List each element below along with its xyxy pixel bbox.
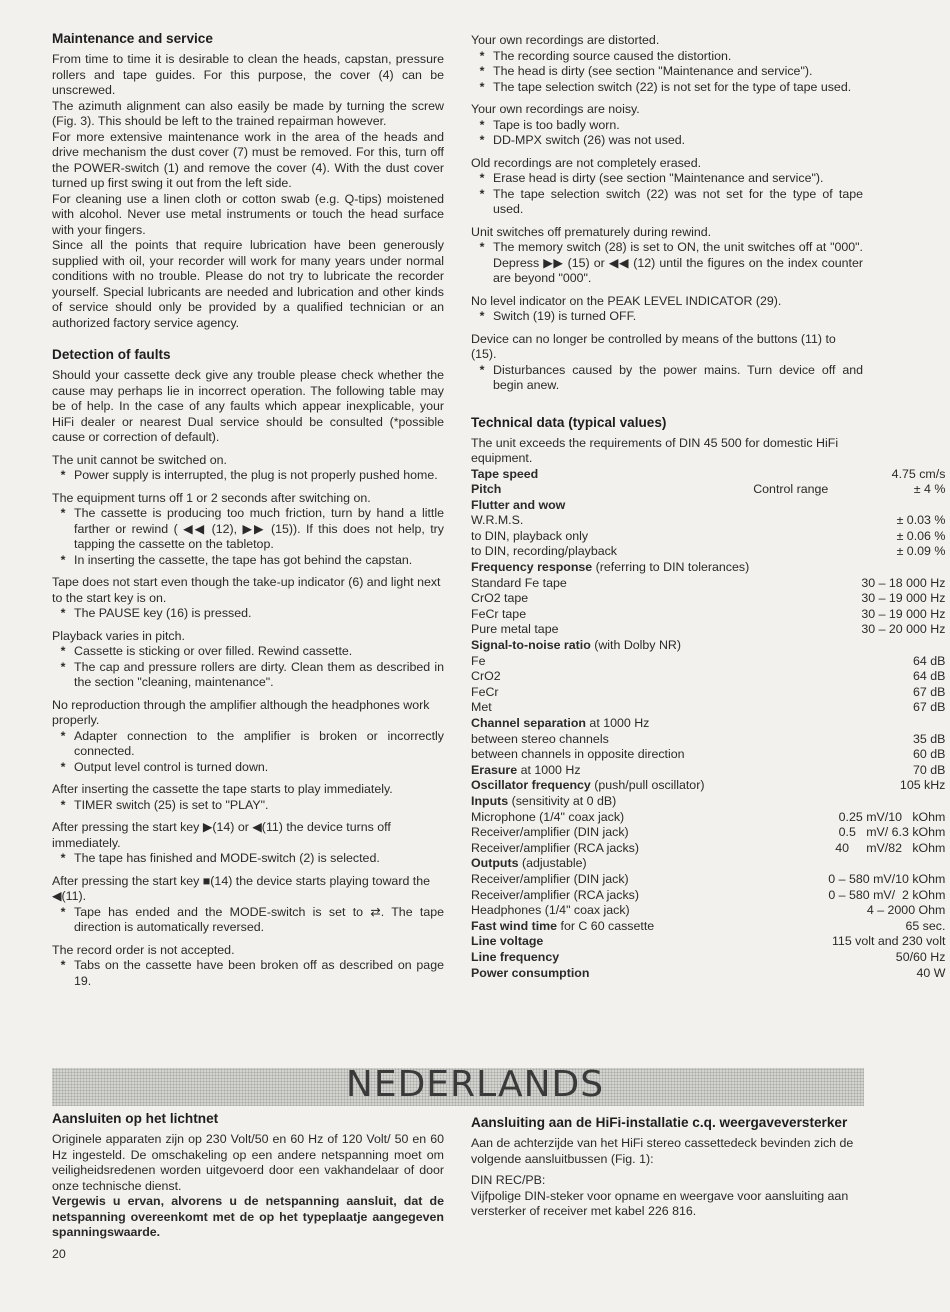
tech-label: Oscillator frequency <box>471 778 591 793</box>
tech-label-cell <box>471 919 749 935</box>
fault-cause-text: The tape has finished and MODE-switch (2) is selected. <box>74 851 380 865</box>
tech-label-cell <box>471 576 749 592</box>
maintenance-heading: Maintenance and service <box>52 31 213 46</box>
tech-label-suffix: (adjustable) <box>518 856 587 871</box>
tech-mid <box>749 810 828 826</box>
tech-label: Frequency response <box>471 560 593 575</box>
tech-value: 0 – 580 mV/10 kOhm <box>828 871 946 886</box>
tech-label-cell <box>471 498 749 514</box>
bullet-marker: * <box>479 309 485 323</box>
tech-label-suffix: at 1000 Hz <box>517 762 581 777</box>
tech-label-cell <box>471 825 749 841</box>
tech-mid <box>749 560 828 576</box>
tech-row <box>471 778 945 794</box>
fault-entry <box>52 943 444 990</box>
tech-value: 115 volt and 230 volt <box>831 934 946 949</box>
fault-cause <box>52 798 444 814</box>
tech-label-cell <box>471 716 749 732</box>
tech-row <box>471 544 945 560</box>
tech-label: Receiver/amplifier (RCA jacks) <box>471 840 639 855</box>
tech-label: Receiver/amplifier (DIN jack) <box>471 825 629 840</box>
fault-cause-text: Cassette is sticking or over filled. Rewind cassette. <box>74 644 353 658</box>
tech-row <box>471 685 945 701</box>
bullet-marker: * <box>479 171 485 185</box>
tech-value: 30 – 20 000 Hz <box>861 622 946 637</box>
tech-label-cell <box>471 888 749 904</box>
tech-row <box>471 498 945 514</box>
tech-mid <box>749 498 828 514</box>
tech-label: to DIN, recording/playback <box>471 544 618 559</box>
fault-cause <box>471 171 863 187</box>
bullet-marker: * <box>60 552 66 567</box>
tech-value: 105 kHz <box>899 778 946 793</box>
bullet-marker: * <box>60 659 66 674</box>
tech-value <box>828 560 945 576</box>
fault-problem: After inserting the cassette the tape starts to play immediately. <box>52 782 393 796</box>
tech-label-suffix: (with Dolby NR) <box>590 638 681 653</box>
tech-label-cell <box>471 903 749 919</box>
tech-value: 4.75 cm/s <box>891 466 946 481</box>
faults-right-list <box>471 33 863 394</box>
maintenance-p2: The azimuth alignment can also easily be made by turning the screw (Fig. 3). This should be left to the trained repairman however. <box>52 98 444 128</box>
tech-value: 40 mV/82 kOhm <box>835 840 946 855</box>
tech-value <box>828 638 945 654</box>
tech-row <box>471 888 945 904</box>
fault-cause-text: Tape has ended and the MODE-switch is set to ⇄. The tape direction is automatically reversed. <box>74 904 444 934</box>
tech-label-cell <box>471 700 749 716</box>
tech-mid <box>749 716 828 732</box>
fault-cause <box>52 760 444 776</box>
faults-list <box>52 453 444 990</box>
fault-cause-text: In inserting the cassette, the tape has got behind the capstan. <box>74 552 413 567</box>
fault-entry <box>52 820 444 867</box>
tech-label-cell <box>471 669 749 685</box>
tech-label: Receiver/amplifier (RCA jacks) <box>471 887 639 902</box>
tech-label: Line frequency <box>471 949 560 964</box>
fault-problem: The unit cannot be switched on. <box>52 452 227 467</box>
fault-cause <box>52 553 444 569</box>
tech-mid <box>749 825 828 841</box>
fault-problem: Playback varies in pitch. <box>52 628 185 643</box>
tech-value: 0.5 mV/ 6.3 kOhm <box>838 825 946 840</box>
fault-cause-text: The PAUSE key (16) is pressed. <box>74 606 252 620</box>
bullet-marker: * <box>479 64 485 78</box>
tech-label-suffix: for C 60 cassette <box>557 918 655 933</box>
tech-row <box>471 576 945 592</box>
bullet-marker: * <box>479 186 485 201</box>
tech-row <box>471 622 945 638</box>
tech-label: CrO2 tape <box>471 591 529 606</box>
fault-problem: Tape does not start even though the take-up indicator (6) and light next to the start key is on. <box>52 575 441 605</box>
nl-right-heading: Aansluiting aan de HiFi-installatie c.q. weergaveversterker <box>471 1115 848 1130</box>
tech-value: 40 W <box>916 965 946 980</box>
bullet-marker: * <box>60 644 66 658</box>
tech-value: ± 0.06 % <box>896 528 946 543</box>
fault-cause <box>52 606 444 622</box>
bullet-marker: * <box>479 48 485 63</box>
maintenance-p3: For more extensive maintenance work in the area of the heads and drive mechanism the dust cover (7) must be removed. For this, turn off the POWER-switch (1) and remove the cover (4). With the dust cover turned up first swing it out from the left side. <box>52 129 444 190</box>
fault-cause <box>471 309 863 325</box>
tech-mid <box>749 747 828 763</box>
tech-row <box>471 482 945 498</box>
tech-label-suffix: (push/pull oscillator) <box>590 778 705 793</box>
tech-row <box>471 934 945 950</box>
tech-row <box>471 607 945 623</box>
fault-cause <box>52 905 444 936</box>
tech-label: Fast wind time <box>471 918 558 933</box>
tech-label: FeCr tape <box>471 606 527 621</box>
fault-problem: Your own recordings are noisy. <box>471 102 640 116</box>
tech-mid <box>749 669 828 685</box>
tech-row <box>471 747 945 763</box>
tech-label-suffix: at 1000 Hz <box>585 716 650 730</box>
tech-label-cell <box>471 872 749 888</box>
tech-label: Channel separation <box>471 716 586 730</box>
tech-mid <box>749 841 828 857</box>
nl-left-heading: Aansluiten op het lichtnet <box>52 1111 219 1126</box>
fault-entry <box>52 453 444 484</box>
tech-value: 0.25 mV/10 kOhm <box>838 809 946 824</box>
tech-label: Standard Fe tape <box>471 575 567 590</box>
tech-label-suffix: (referring to DIN tolerances) <box>592 560 750 575</box>
tech-label-cell <box>471 763 749 779</box>
maintenance-p4: For cleaning use a linen cloth or cotton swab (e.g. Q-tips) moistened with alcohol. Never use metal instruments or touch the head surface with your fingers. <box>52 191 444 237</box>
tech-mid <box>749 934 828 950</box>
tech-value: 67 dB <box>913 700 946 715</box>
tech-label-cell <box>471 841 749 857</box>
tech-label: between channels in opposite direction <box>471 747 685 762</box>
fault-entry <box>471 332 863 394</box>
tech-label: Inputs <box>471 793 509 808</box>
fault-cause <box>52 644 444 660</box>
fault-cause-text: The head is dirty (see section "Maintenance and service"). <box>493 64 813 78</box>
bullet-marker: * <box>60 904 66 919</box>
fault-cause <box>52 958 444 989</box>
tech-table <box>471 467 945 982</box>
tech-value: ± 0.09 % <box>896 544 946 559</box>
fault-cause-text: DD-MPX switch (26) was not used. <box>493 133 686 147</box>
bullet-marker: * <box>479 117 485 132</box>
tech-mid <box>749 576 828 592</box>
tech-label: Pure metal tape <box>471 622 559 637</box>
tech-row <box>471 966 945 982</box>
tech-label: W.R.M.S. <box>471 513 524 528</box>
tech-label: FeCr <box>471 684 499 699</box>
fault-cause <box>471 133 863 149</box>
tech-row <box>471 654 945 670</box>
tech-value: 50/60 Hz <box>895 949 946 964</box>
tech-row <box>471 919 945 935</box>
tech-mid <box>749 529 828 545</box>
fault-problem: No reproduction through the amplifier although the headphones work properly. <box>52 697 430 727</box>
tech-mid <box>749 467 828 483</box>
tech-value: 64 dB <box>913 653 946 668</box>
tech-row <box>471 810 945 826</box>
nl-right-column <box>471 1114 863 1220</box>
tech-value: 67 dB <box>913 684 946 699</box>
tech-mid <box>749 544 828 560</box>
tech-label-cell <box>471 513 749 529</box>
tech-label: Pitch <box>471 482 502 497</box>
tech-label-cell <box>471 560 749 576</box>
tech-value: ± 4 % <box>913 482 946 497</box>
tech-row <box>471 560 945 576</box>
fault-entry <box>52 491 444 569</box>
tech-mid <box>749 732 828 748</box>
tech-mid <box>749 919 828 935</box>
nl-left-p1: Originele apparaten zijn op 230 Volt/50 en 60 Hz of 120 Volt/ 50 en 60 Hz ingesteld. De omschakeling op een andere netspanning moet om veiligheidsredenen worden uitgevoerd door een vakhandelaar of door onze technische dienst. <box>52 1132 444 1193</box>
tech-label: Tape speed <box>471 466 539 481</box>
fault-problem: No level indicator on the PEAK LEVEL INDICATOR (29). <box>471 293 782 308</box>
tech-row <box>471 872 945 888</box>
tech-row <box>471 700 945 716</box>
tech-mid <box>749 654 828 670</box>
fault-entry <box>471 102 863 149</box>
tech-mid <box>749 638 828 654</box>
bullet-marker: * <box>479 240 485 254</box>
tech-row <box>471 903 945 919</box>
tech-value: 30 – 19 000 Hz <box>861 591 946 606</box>
fault-cause-text: The recording source caused the distortion. <box>493 48 732 63</box>
fault-cause <box>52 660 444 691</box>
faults-intro: Should your cassette deck give any trouble please check whether the cause may perhaps lie in incorrect operation. The following table may be of help. In the case of any faults which appear inexplicable, your HiFi dealer or nearest Dual service should be consulted (*possible cause or correction of default). <box>52 368 444 444</box>
tech-label-cell <box>471 654 749 670</box>
bullet-marker: * <box>60 851 66 865</box>
tech-value: 30 – 18 000 Hz <box>861 575 946 590</box>
tech-value: 64 dB <box>913 669 946 684</box>
bullet-marker: * <box>479 79 485 94</box>
fault-entry <box>471 225 863 287</box>
tech-row <box>471 529 945 545</box>
tech-value: 35 dB <box>913 731 946 746</box>
tech-value: 60 dB <box>913 747 946 762</box>
fault-entry <box>52 575 444 622</box>
fault-entry <box>52 782 444 813</box>
tech-row <box>471 950 945 966</box>
tech-label-cell <box>471 856 749 872</box>
fault-problem: Device can no longer be controlled by means of the buttons (11) to (15). <box>471 331 836 361</box>
tech-value <box>828 794 945 810</box>
fault-cause-text: The cap and pressure rollers are dirty. Clean them as described in the section "cleaning, maintenance". <box>74 659 444 689</box>
tech-row <box>471 638 945 654</box>
tech-label-cell <box>471 622 749 638</box>
bullet-marker: * <box>60 759 66 774</box>
fault-cause-text: The tape selection switch (22) was not set for the type of tape used. <box>493 186 863 216</box>
fault-cause-text: Tape is too badly worn. <box>493 117 620 132</box>
fault-cause <box>52 851 444 867</box>
language-banner-title: NEDERLANDS <box>345 1064 605 1105</box>
tech-mid <box>749 778 828 794</box>
fault-entry <box>471 156 863 218</box>
tech-label-cell <box>471 778 749 794</box>
bullet-marker: * <box>60 506 66 520</box>
fault-cause-text: Tabs on the cassette have been broken off as described on page 19. <box>74 958 444 988</box>
nl-left-p2: Vergewis u ervan, alvorens u de netspanning aansluit, dat de netspanning overeenkomt met de op het typeplaatje aangegeven spanningswaarde. <box>52 1194 444 1239</box>
fault-problem: Unit switches off prematurely during rewind. <box>471 224 712 239</box>
fault-cause-text: Disturbances caused by the power mains. Turn device off and begin anew. <box>493 362 863 392</box>
tech-row <box>471 794 945 810</box>
tech-mid <box>749 763 828 779</box>
tech-label: Flutter and wow <box>471 497 566 512</box>
tech-label-suffix: (sensitivity at 0 dB) <box>508 793 617 808</box>
bullet-marker: * <box>60 958 66 972</box>
tech-label-cell <box>471 747 749 763</box>
fault-problem: Your own recordings are distorted. <box>471 33 660 47</box>
fault-entry <box>471 33 863 95</box>
fault-entry <box>52 874 444 936</box>
nl-right-p2: DIN REC/PB: <box>471 1173 546 1187</box>
fault-cause <box>471 80 863 96</box>
tech-value <box>828 716 945 732</box>
tech-label: Outputs <box>471 856 519 871</box>
maintenance-p5: Since all the points that require lubrication have been generously supplied with oil, your recorder will work for many years under normal conditions with no trouble. Please do not try to lubricate the recorder yourself. Special lubricants are needed and lubrication and other kinds of service should only be provided by a qualified technician or an authorized factory service agency. <box>52 238 444 330</box>
fault-problem: After pressing the start key ■(14) the device starts playing toward the ◀(11). <box>52 873 431 903</box>
tech-label: Receiver/amplifier (DIN jack) <box>471 871 629 886</box>
fault-cause <box>471 64 863 80</box>
tech-label-cell <box>471 467 749 483</box>
tech-row <box>471 669 945 685</box>
fault-cause-text: Adapter connection to the amplifier is broken or incorrectly connected. <box>74 728 444 758</box>
tech-value: 0 – 580 mV/ 2 kOhm <box>828 887 946 902</box>
fault-cause-text: Power supply is interrupted, the plug is not properly pushed home. <box>74 468 438 482</box>
fault-cause-text: Switch (19) is turned OFF. <box>493 309 637 323</box>
tech-label: Erasure <box>471 762 518 777</box>
tech-label: Headphones (1/4" coax jack) <box>471 903 630 918</box>
tech-mid <box>749 888 828 904</box>
tech-row <box>471 825 945 841</box>
bullet-marker: * <box>60 797 66 812</box>
fault-entry <box>52 629 444 691</box>
bullet-marker: * <box>479 362 485 377</box>
fault-cause-text: TIMER switch (25) is set to "PLAY". <box>74 797 269 812</box>
fault-cause-text: The cassette is producing too much friction, turn by hand a little farther or rewind ( ◀◀ (12), ▶▶ (15)). If this does not help, try tapping the cassette on the tabletop. <box>74 506 444 551</box>
tech-label-cell <box>471 794 749 810</box>
fault-cause <box>52 729 444 760</box>
tech-row <box>471 513 945 529</box>
fault-cause <box>471 363 863 394</box>
bullet-marker: * <box>60 606 66 620</box>
bullet-marker: * <box>60 728 66 743</box>
tech-label-cell <box>471 482 749 498</box>
tech-label: Fe <box>471 653 486 668</box>
tech-row <box>471 841 945 857</box>
fault-cause <box>52 468 444 484</box>
bullet-marker: * <box>479 133 485 147</box>
tech-intro: The unit exceeds the requirements of DIN 45 500 for domestic HiFi equipment. <box>471 435 839 465</box>
maintenance-p1: From time to time it is desirable to clean the heads, capstan, pressure rollers and tape guides. For this purpose, the cover (4) can be unscrewed. <box>52 52 444 97</box>
right-column <box>471 33 946 981</box>
tech-value: ± 0.03 % <box>896 513 946 528</box>
fault-problem: The record order is not accepted. <box>52 942 235 957</box>
fault-cause-text: The memory switch (28) is set to ON, the unit switches off at "000". Depress ▶▶ (15) or ◀◀ (12) until the figures on the index counter are beyond "000". <box>493 240 863 285</box>
tech-value: 30 – 19 000 Hz <box>861 606 946 621</box>
tech-label: Signal-to-noise ratio <box>471 638 591 653</box>
tech-mid <box>749 794 828 810</box>
tech-label: Line voltage <box>471 934 544 949</box>
fault-entry <box>52 698 444 776</box>
tech-label-cell <box>471 810 749 826</box>
tech-label-cell <box>471 544 749 560</box>
fault-problem: Old recordings are not completely erased. <box>471 155 702 170</box>
tech-label-cell <box>471 966 749 982</box>
tech-label-cell <box>471 607 749 623</box>
faults-heading: Detection of faults <box>52 347 171 362</box>
fault-cause <box>471 118 863 134</box>
tech-mid <box>749 622 828 638</box>
tech-row <box>471 763 945 779</box>
tech-row <box>471 467 945 483</box>
tech-label: Microphone (1/4" coax jack) <box>471 809 625 824</box>
tech-mid: Control range <box>753 482 829 497</box>
tech-mid <box>749 966 828 982</box>
tech-label-cell <box>471 685 749 701</box>
tech-mid <box>749 591 828 607</box>
tech-value: 70 dB <box>913 762 946 777</box>
tech-mid <box>749 513 828 529</box>
tech-row <box>471 591 945 607</box>
tech-row <box>471 856 945 872</box>
tech-label: to DIN, playback only <box>471 528 589 543</box>
fault-problem: After pressing the start key ▶(14) or ◀(11) the device turns off immediately. <box>52 820 391 850</box>
fault-problem: The equipment turns off 1 or 2 seconds after switching on. <box>52 490 371 505</box>
tech-mid <box>749 607 828 623</box>
tech-label: Power consumption <box>471 965 590 980</box>
tech-value: 65 sec. <box>905 918 946 933</box>
tech-value <box>828 856 945 872</box>
left-column <box>52 30 444 989</box>
tech-mid <box>749 700 828 716</box>
tech-label-cell <box>471 732 749 748</box>
nl-left-column <box>52 1110 444 1241</box>
tech-mid <box>749 903 828 919</box>
page-number: 20 <box>52 1247 66 1261</box>
tech-value <box>828 498 945 514</box>
tech-heading: Technical data (typical values) <box>471 414 667 430</box>
fault-cause-text: Erase head is dirty (see section "Maintenance and service"). <box>493 171 824 185</box>
fault-cause <box>471 187 863 218</box>
tech-label-cell <box>471 591 749 607</box>
tech-mid <box>749 685 828 701</box>
tech-label-cell <box>471 529 749 545</box>
tech-mid <box>749 872 828 888</box>
tech-row <box>471 716 945 732</box>
nl-right-p1: Aan de achterzijde van het HiFi stereo cassettedeck bevinden zich de volgende aansluitbussen (Fig. 1): <box>471 1136 854 1166</box>
tech-label: CrO2 <box>471 669 501 684</box>
tech-label-cell <box>471 934 749 950</box>
fault-cause <box>471 240 863 287</box>
tech-mid <box>749 950 828 966</box>
tech-label: between stereo channels <box>471 731 609 746</box>
tech-value: 4 – 2000 Ohm <box>866 903 946 918</box>
tech-label-cell <box>471 950 749 966</box>
tech-row <box>471 732 945 748</box>
tech-label-cell <box>471 638 749 654</box>
fault-cause <box>471 49 863 65</box>
nl-right-p3: Vijfpolige DIN-steker voor opname en weergave voor aansluiting aan versterker of receiver met kabel 226 816. <box>471 1188 849 1218</box>
fault-cause-text: Output level control is turned down. <box>74 759 269 774</box>
tech-mid <box>749 856 828 872</box>
fault-entry <box>471 294 863 325</box>
tech-label: Met <box>471 700 492 715</box>
bullet-marker: * <box>60 468 66 482</box>
fault-cause <box>52 506 444 553</box>
fault-cause-text: The tape selection switch (22) is not set for the type of tape used. <box>493 79 852 94</box>
